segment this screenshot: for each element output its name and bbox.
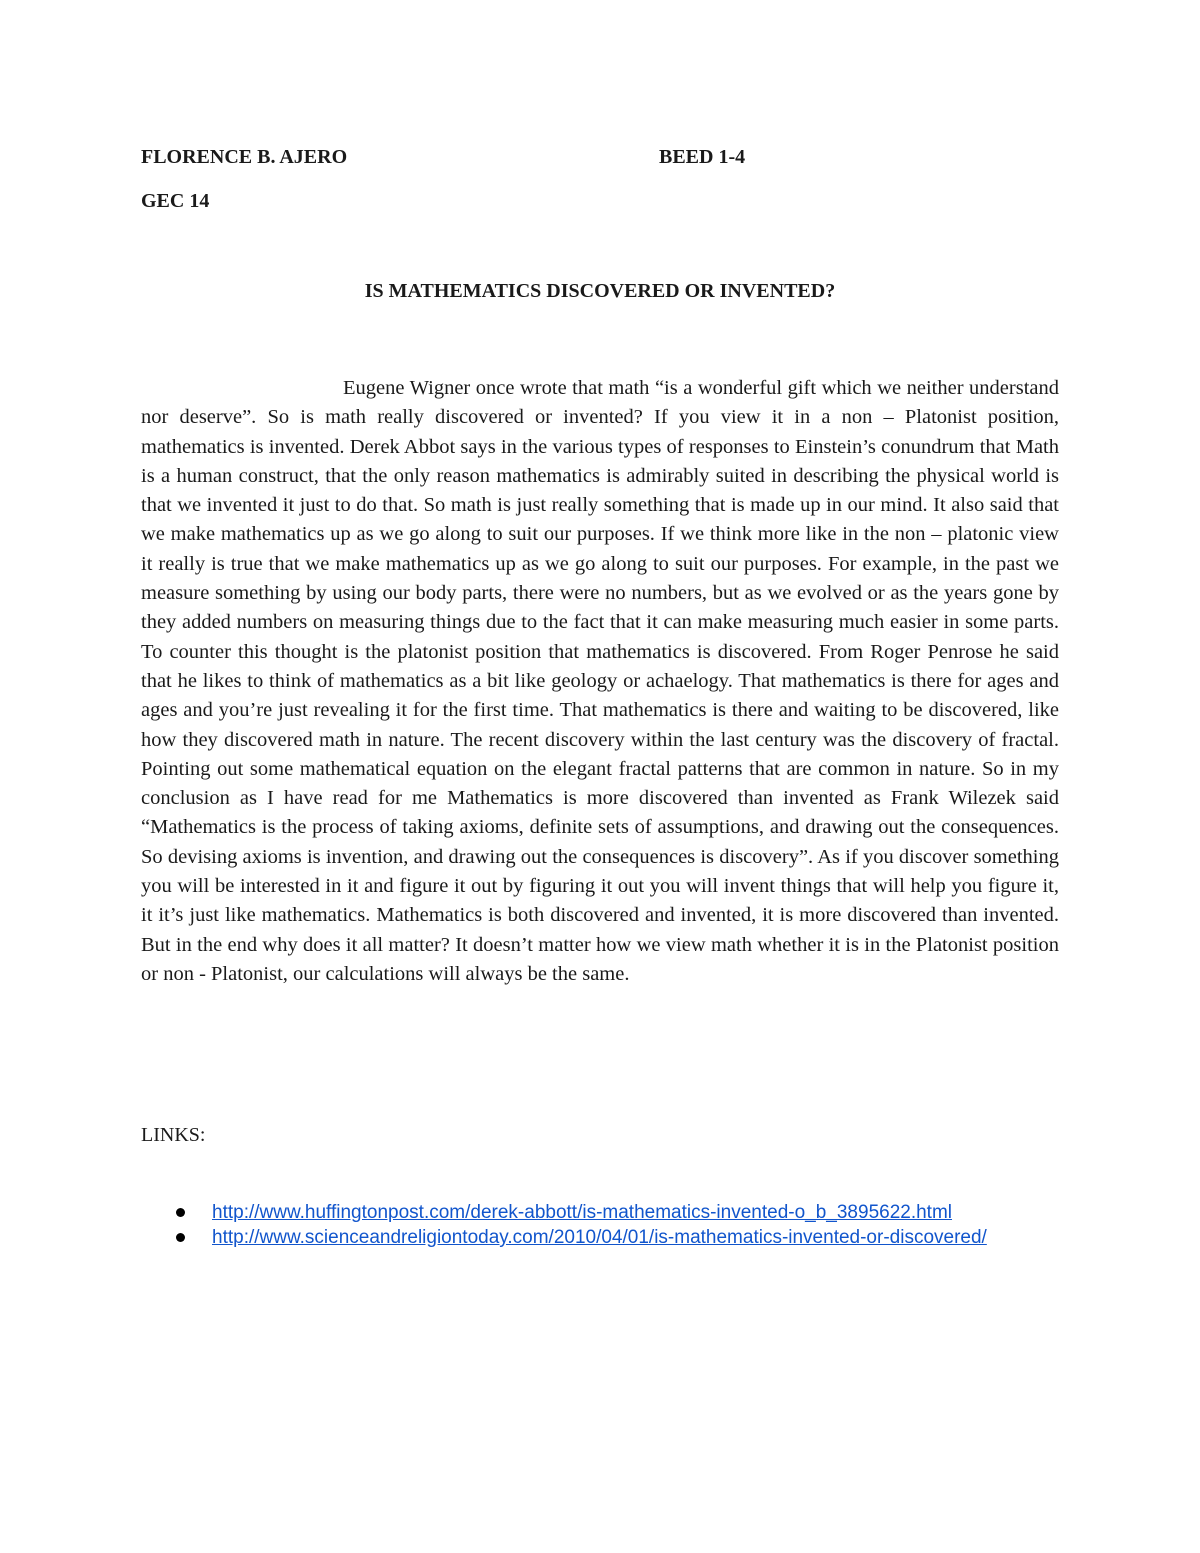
list-item (141, 1200, 1059, 1225)
essay-title: IS MATHEMATICS DISCOVERED OR INVENTED? (364, 280, 836, 302)
links-list (141, 1200, 1059, 1250)
student-name: FLORENCE B. AJERO (141, 146, 348, 168)
list-item (141, 1225, 1059, 1250)
bullet-icon (176, 1233, 185, 1242)
link-huffingtonpost[interactable]: http://www.huffingtonpost.com/derek-abbott/is-mathematics-invented-o_b_3895622.html (212, 1202, 953, 1223)
subject-code: GEC 14 (141, 190, 210, 212)
essay-body: Eugene Wigner once wrote that math “is a wonderful gift which we neither understand nor deserve”. So is math really discovered or invented? If you view it in a non – Platonist position, mathematics is invented. Derek Abbot says in the various types of responses to Einstein’s conundrum that Math is a human construct, that the only reason mathematics is admirably suited in describing the physical world is that we invented it just to do that. So math is just really something that is made up in our mind. It also said that we make mathematics up as we go along to suit our purposes. If we think more like in the non – platonic view it really is true that we make mathematics up as we go along to suit our purposes. For example, in the past we measure something by using our body parts, there were no numbers, but as we evolved or as the years gone by they added numbers on measuring things due to the fact that it can make measuring much easier in some parts. To counter this thought is the platonist position that mathematics is discovered. From Roger Penrose he said that he likes to think of mathematics as a bit like geology or achaelogy. That mathematics is there for ages and ages and you’re just revealing it for the first time. That mathematics is there and waiting to be discovered, like how they discovered math in nature. The recent discovery within the last century was the discovery of fractal. Pointing out some mathematical equation on the elegant fractal patterns that are common in nature. So in my conclusion as I have read for me Mathematics is more discovered than invented as Frank Wilezek said “Mathematics is the process of taking axioms, definite sets of assumptions, and drawing out the consequences. So devising axioms is invention, and drawing out the consequences is discovery”. As if you discover something you will be interested in it and figure it out by figuring it out you will invent things that will help you figure it, it it’s just like mathematics. Mathematics is both discovered and invented, it is more discovered than invented. But in the end why does it all matter? It doesn’t matter how we view math whether it is in the Platonist position or non - Platonist, our calculations will always be the same. (141, 377, 1059, 985)
course-section: BEED 1-4 (659, 146, 746, 168)
link-scienceandreligiontoday[interactable]: http://www.scienceandreligiontoday.com/2010/04/01/is-mathematics-invented-or-discovered/ (212, 1227, 987, 1248)
bullet-icon (176, 1208, 185, 1217)
links-label: LINKS: (141, 1124, 206, 1146)
